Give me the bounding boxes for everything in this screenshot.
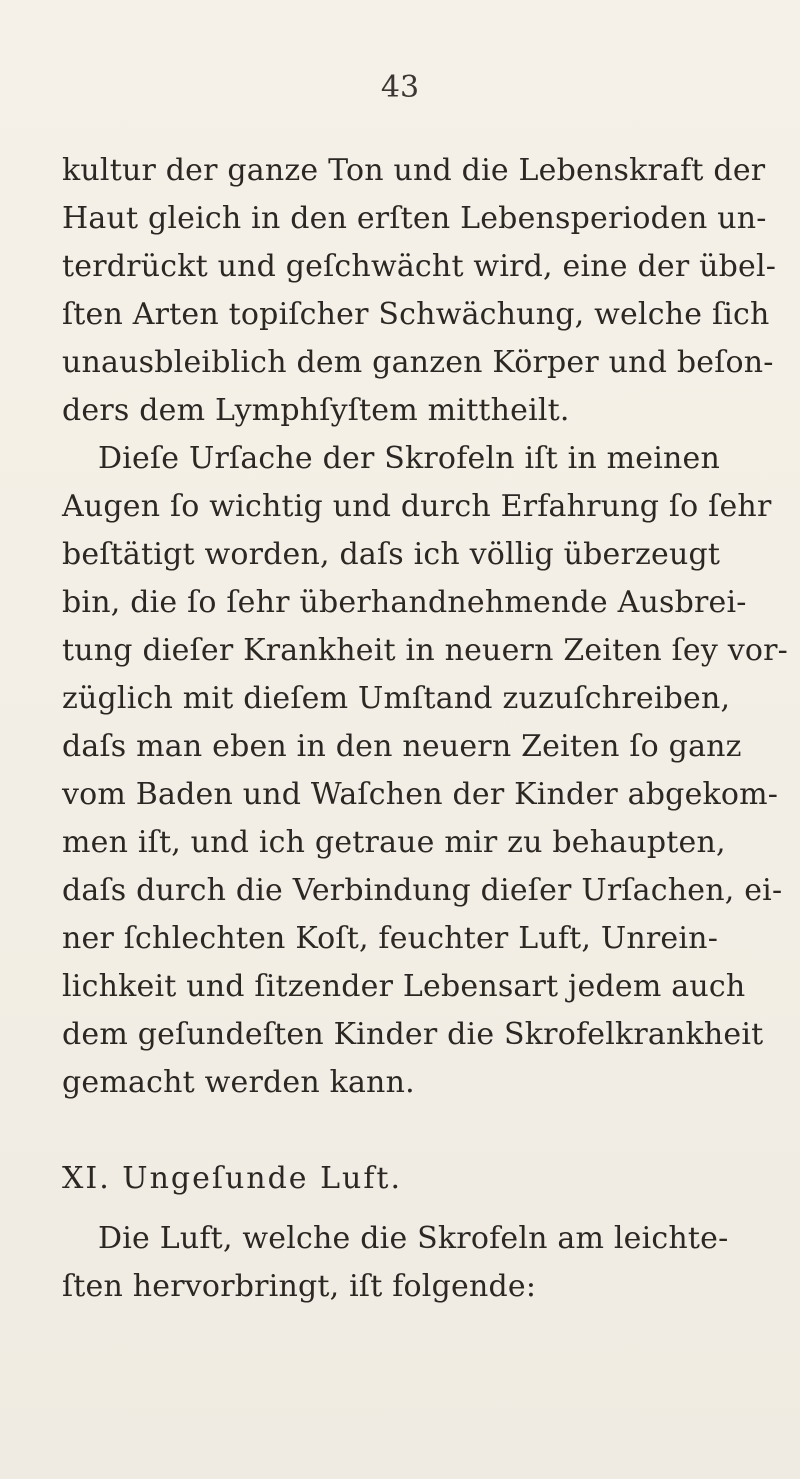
text-line-19: dem geſundeſten Kinder die Skrofelkrankheit <box>62 1017 764 1052</box>
text-line-11: tung dieſer Krankheit in neuern Zeiten ſey vor- <box>62 633 789 668</box>
page-number: 43 <box>380 70 420 105</box>
text-line-17: ner ſchlechten Koſt, feuchter Luft, Unrein- <box>62 921 719 956</box>
text-line-6: ders dem Lymphſyſtem mittheilt. <box>62 393 570 428</box>
section-line-2: ſten hervorbringt, iſt folgende: <box>62 1269 537 1304</box>
text-line-20: gemacht werden kann. <box>62 1065 415 1100</box>
text-line-18: lichkeit und ſitzender Lebensart jedem auch <box>62 969 746 1004</box>
text-line-7: Dieſe Urſache der Skrofeln iſt in meinen <box>98 441 721 476</box>
text-line-8: Augen ſo wichtig und durch Erfahrung ſo ſehr <box>62 489 772 524</box>
text-line-1: kultur der ganze Ton und die Lebenskraft der <box>62 153 766 188</box>
text-line-2: Haut gleich in den erſten Lebensperioden un- <box>62 201 767 236</box>
section-heading: XI. Ungeſunde Luft. <box>62 1161 403 1196</box>
text-line-12: züglich mit dieſem Umſtand zuzuſchreiben, <box>62 681 731 716</box>
section-line-1: Die Luft, welche die Skrofeln am leichte- <box>98 1221 729 1256</box>
text-line-4: ſten Arten topiſcher Schwächung, welche ſich <box>62 297 770 332</box>
text-line-5: unausbleiblich dem ganzen Körper und beſon- <box>62 345 774 380</box>
text-line-14: vom Baden und Waſchen der Kinder abgekom- <box>62 777 779 812</box>
text-line-16: daſs durch die Verbindung dieſer Urſachen, ei- <box>62 873 783 908</box>
text-line-9: beſtätigt worden, daſs ich völlig überzeugt <box>62 537 721 572</box>
text-line-3: terdrückt und geſchwächt wird, eine der übel- <box>62 249 777 284</box>
text-line-15: men iſt, und ich getraue mir zu behaupten, <box>62 825 726 860</box>
text-line-13: daſs man eben in den neuern Zeiten ſo ganz <box>62 729 742 764</box>
text-line-10: bin, die ſo ſehr überhandnehmende Ausbrei- <box>62 585 747 620</box>
